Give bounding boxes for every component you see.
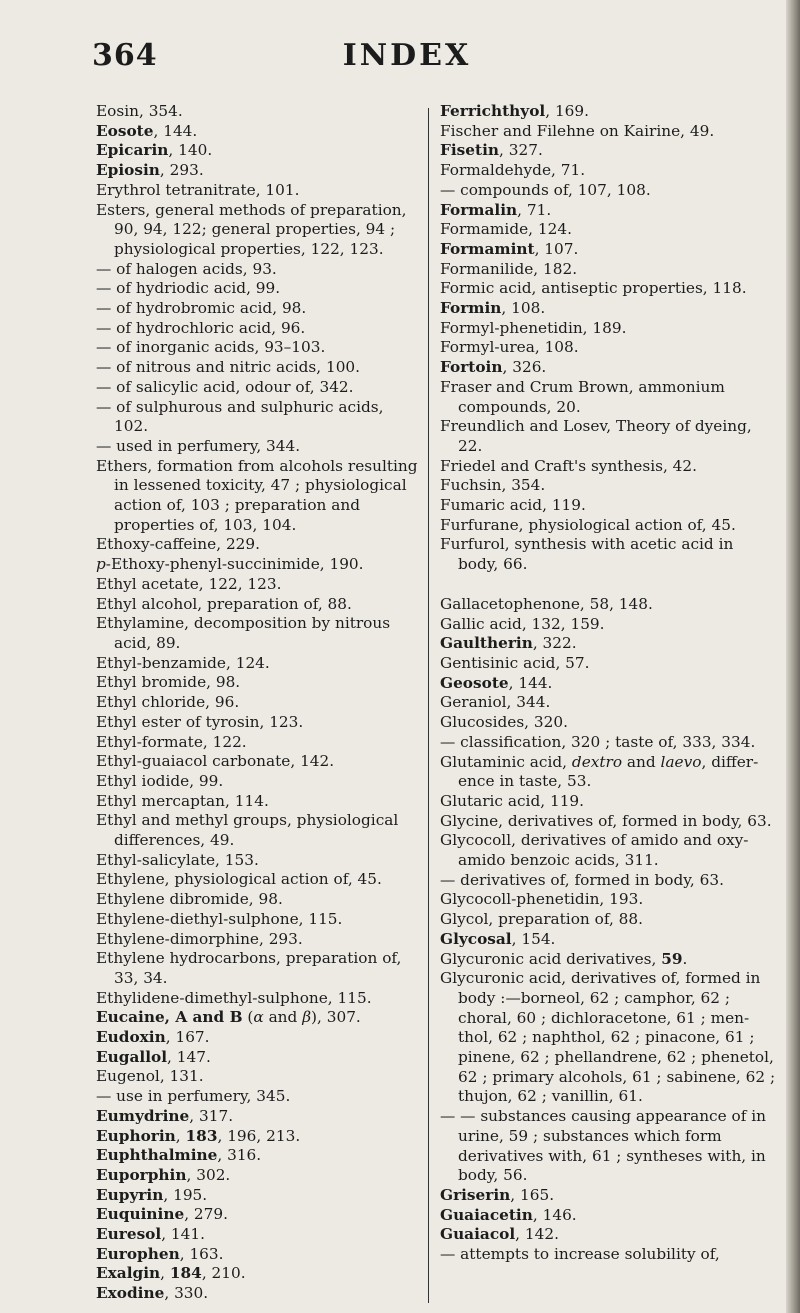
index-entry: Formyl-urea, 108. xyxy=(440,338,579,357)
index-entry: Geraniol, 344. xyxy=(440,693,551,712)
index-entry: Ethylamine, decomposition by nitrous acid, 89. xyxy=(96,614,391,652)
index-entry: Eugallol, 147. xyxy=(96,1047,211,1066)
index-entry: Glycuronic acid derivatives, 59. xyxy=(440,949,688,968)
index-entry: Ethyl-guaiacol carbonate, 142. xyxy=(96,752,335,771)
column-divider xyxy=(428,108,429,1303)
index-entry: Ethylene dibromide, 98. xyxy=(96,890,283,909)
index-entry: Friedel and Craft's synthesis, 42. xyxy=(440,456,697,475)
page-edge-shadow xyxy=(786,0,800,1313)
index-entry: Ethyl alcohol, preparation of, 88. xyxy=(96,594,352,613)
index-entry: Formamide, 124. xyxy=(440,220,572,239)
index-entry: Ethyl ester of tyrosin, 123. xyxy=(96,712,304,731)
index-entry: Euquinine, 279. xyxy=(96,1205,228,1224)
index-entry: Formic acid, antiseptic properties, 118. xyxy=(440,279,747,298)
index-entry: Gallic acid, 132, 159. xyxy=(440,614,605,633)
index-entry: Ethyl-salicylate, 153. xyxy=(96,850,259,869)
index-entry: Eugenol, 131. xyxy=(96,1067,204,1086)
index-entry: Formaldehyde, 71. xyxy=(440,161,586,180)
index-entry: — — substances causing appearance of in urine, 59 ; substances which form derivatives with, 61 ; syntheses with, in body, 56. xyxy=(440,1107,767,1185)
index-entry: Euphorin, 183, 196, 213. xyxy=(96,1126,301,1145)
index-entry: Ethyl acetate, 122, 123. xyxy=(96,574,282,593)
index-entry: Glycine, derivatives of, formed in body, 63. xyxy=(440,811,772,830)
index-entry: Exalgin, 184, 210. xyxy=(96,1264,246,1283)
page-header xyxy=(92,38,722,88)
index-entry: Ethyl chloride, 96. xyxy=(96,693,240,712)
index-entry: Fischer and Filehne on Kairine, 49. xyxy=(440,121,715,140)
index-entry: — of hydrobromic acid, 98. xyxy=(96,299,307,318)
index-entry: — of hydrochloric acid, 96. xyxy=(96,318,306,337)
index-entry: Formyl-phenetidin, 189. xyxy=(440,318,627,337)
index-entry: — of sulphurous and sulphuric acids, 102. xyxy=(96,397,384,436)
index-entry: Eupyrin, 195. xyxy=(96,1185,208,1204)
index-entry: Fisetin, 327. xyxy=(440,141,543,160)
index-entry: Ethyl-benzamide, 124. xyxy=(96,653,270,672)
index-entry: Geosote, 144. xyxy=(440,673,553,692)
index-entry: Freundlich and Losev, Theory of dyeing, 22. xyxy=(440,417,752,455)
index-entry: — of halogen acids, 93. xyxy=(96,259,277,278)
index-entry: Ethyl bromide, 98. xyxy=(96,673,241,692)
index-entry: Exodine, 330. xyxy=(96,1284,209,1303)
index-entry: Erythrol tetranitrate, 101. xyxy=(96,180,300,199)
index-entry: Furfurol, synthesis with acetic acid in body, 66. xyxy=(440,535,734,574)
index-entry: Guaiacol, 142. xyxy=(440,1225,559,1244)
index-entry: Euporphin, 302. xyxy=(96,1165,231,1184)
index-entry: Guaiacetin, 146. xyxy=(440,1205,577,1224)
index-entry: Ethyl mercaptan, 114. xyxy=(96,791,269,810)
index-entry: Formalin, 71. xyxy=(440,200,552,219)
index-entry: — of salicylic acid, odour of, 342. xyxy=(96,377,354,396)
index-entry: — of hydriodic acid, 99. xyxy=(96,279,281,298)
index-entry: Euresol, 141. xyxy=(96,1225,205,1244)
index-entry: Griserin, 165. xyxy=(440,1185,555,1204)
index-entry: Glycosal, 154. xyxy=(440,929,556,948)
index-entry: Esters, general methods of preparation, 90, 94, 122; general properties, 94 ; physiological properties, 122, 123. xyxy=(96,200,407,258)
index-entry: Ethyl and methyl groups, physiological differences, 49. xyxy=(96,811,399,850)
index-entry: Glycocoll, derivatives of amido and oxy-amido benzoic acids, 311. xyxy=(440,831,749,870)
index-entry: — attempts to increase solubility of, xyxy=(440,1245,720,1264)
index-entry: Epicarin, 140. xyxy=(96,141,213,160)
index-entry: Formamint, 107. xyxy=(440,239,579,258)
index-entry: Fraser and Crum Brown, ammonium compounds, 20. xyxy=(440,377,725,416)
index-entry: — of inorganic acids, 93–103. xyxy=(96,338,326,357)
index-entry: Eosote, 144. xyxy=(96,121,198,140)
index-entry: Ethylene-dimorphine, 293. xyxy=(96,929,303,948)
index-entry: Eudoxin, 167. xyxy=(96,1028,210,1047)
index-entry: Glucosides, 320. xyxy=(440,713,568,732)
index-entry: p-Ethoxy-phenyl-succinimide, 190. xyxy=(96,555,364,574)
index-entry: — classification, 320 ; taste of, 333, 334. xyxy=(440,732,756,751)
index-entry: Ethers, formation from alcohols resulting in lessened toxicity, 47 ; physiological action of, 103 ; preparation and properties of, 103, 104. xyxy=(96,456,418,534)
index-entry: Ethylidene-dimethyl-sulphone, 115. xyxy=(96,988,372,1007)
index-entry: Euphthalmine, 316. xyxy=(96,1146,262,1165)
index-entry: Formanilide, 182. xyxy=(440,259,578,278)
index-entry: Eumydrine, 317. xyxy=(96,1106,234,1125)
index-entry: Fumaric acid, 119. xyxy=(440,496,586,515)
index-entry: Ethoxy-caffeine, 229. xyxy=(96,535,261,554)
index-entry: Gentisinic acid, 57. xyxy=(440,653,590,672)
index-entry: Fuchsin, 354. xyxy=(440,476,546,495)
index-entry: Ethylene hydrocarbons, preparation of, 33, 34. xyxy=(96,949,402,987)
index-entry: Furfurane, physiological action of, 45. xyxy=(440,515,736,534)
index-entry: — used in perfumery, 344. xyxy=(96,436,301,455)
index-entry: Gaultherin, 322. xyxy=(440,634,577,653)
page-number: 364 xyxy=(92,38,158,73)
index-entry: Europhen, 163. xyxy=(96,1244,224,1263)
index-entry: Glycuronic acid, derivatives of, formed in body :—borneol, 62 ; camphor, 62 ; choral, 60 ; dichloracetone, 61 ; menthol, 62 ; naphthol, 62 ; pinacone, 61 ; pinene, 62 ; phellandrene, 62 ; phenetol, 62 ; primary alcohols, 61 ; sabinene, 62 ; thujon, 62 ; vanillin, 61. xyxy=(440,969,776,1106)
index-entry: — of nitrous and nitric acids, 100. xyxy=(96,358,361,377)
page-title: INDEX xyxy=(342,38,472,73)
index-entry: Ethyl iodide, 99. xyxy=(96,771,224,790)
index-entry: Ethylene, physiological action of, 45. xyxy=(96,870,382,889)
index-entry: — derivatives of, formed in body, 63. xyxy=(440,870,724,889)
index-entry: — use in perfumery, 345. xyxy=(96,1087,291,1106)
index-entry: Ferrichthyol, 169. xyxy=(440,102,590,120)
index-entry: Ethyl-formate, 122. xyxy=(96,732,247,751)
index-entry: Glutaminic acid, dextro and laevo, difference in taste, 53. xyxy=(440,752,759,791)
index-entry: Glutaric acid, 119. xyxy=(440,791,585,810)
index-entry: Formin, 108. xyxy=(440,299,546,318)
index-entry: Ethylene-diethyl-sulphone, 115. xyxy=(96,909,343,928)
index-entry: Eosin, 354. xyxy=(96,102,183,120)
index-entry: Glycocoll-phenetidin, 193. xyxy=(440,890,644,909)
index-entry: Gallacetophenone, 58, 148. xyxy=(440,594,653,613)
index-entry: Fortoin, 326. xyxy=(440,358,547,377)
index-entry: Eucaine, A and B (α and β), 307. xyxy=(96,1008,361,1027)
index-column-right xyxy=(440,102,778,1265)
index-entry: Epiosin, 293. xyxy=(96,161,204,180)
index-entry: Glycol, preparation of, 88. xyxy=(440,910,643,929)
index-column-left xyxy=(96,102,420,1304)
index-entry: — compounds of, 107, 108. xyxy=(440,180,651,199)
